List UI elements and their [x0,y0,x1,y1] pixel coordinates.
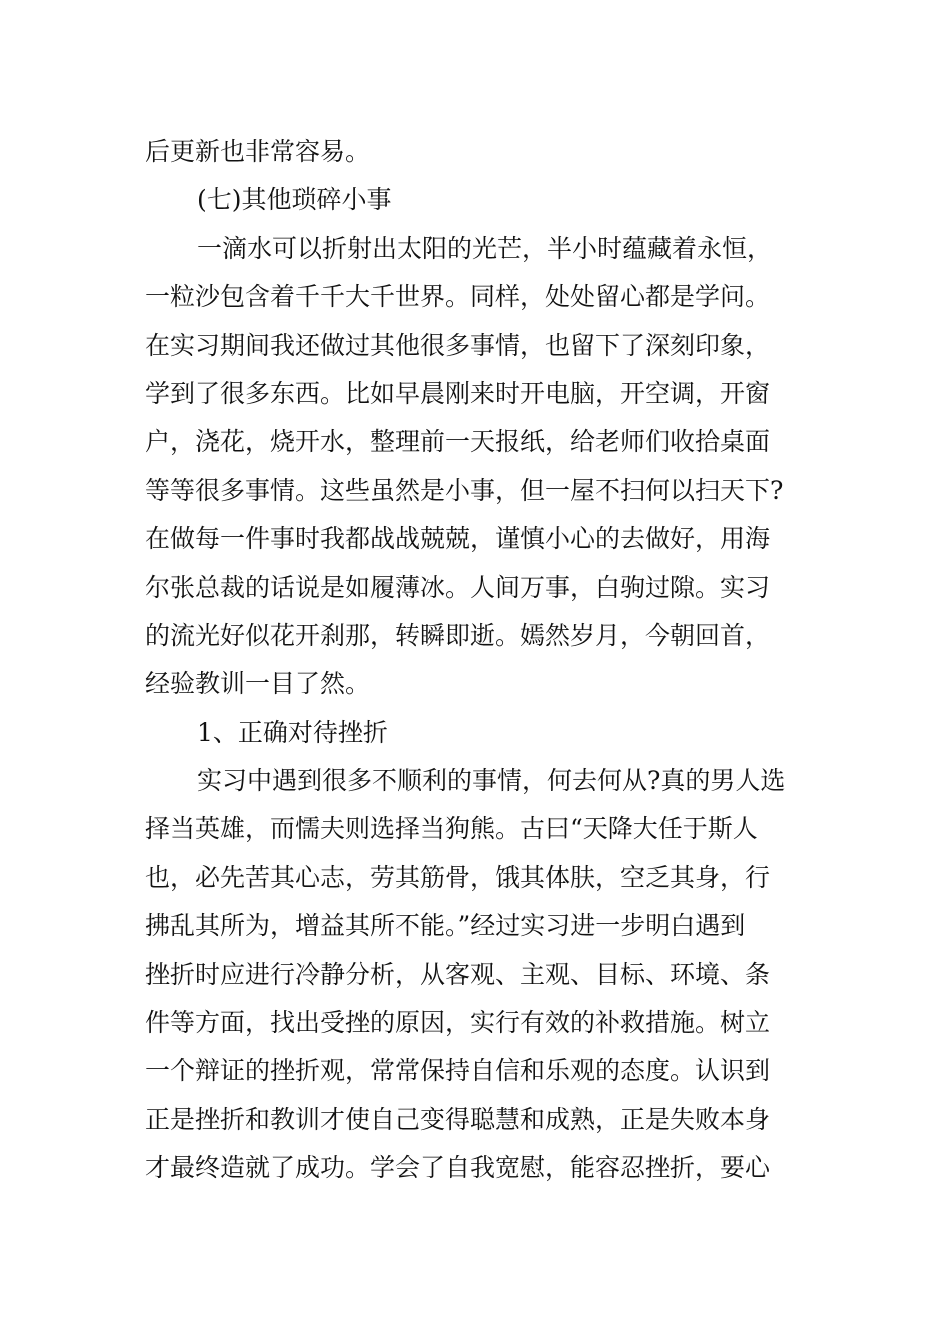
text-line: 的流光好似花开刹那，转瞬即逝。嫣然岁月，今朝回首， [145,620,771,650]
text-line: 挫折时应进行冷静分析，从客观、主观、目标、环境、条 [145,959,771,989]
text-line: 一粒沙包含着千千大千世界。同样，处处留心都是学问。 [145,282,771,312]
text-line: 在做每一件事时我都战战兢兢，谨慎小心的去做好，用海 [145,524,771,554]
text-line: 经验教训一目了然。 [145,669,371,699]
text-line: 等等很多事情。这些虽然是小事，但一屋不扫何以扫天下? [145,475,784,505]
document-body [145,128,810,1193]
text-line: 尔张总裁的话说是如履薄冰。人间万事，白驹过隙。实习 [145,572,771,602]
text-line: 后更新也非常容易。 [145,137,371,166]
text-line: 择当英雄，而懦夫则选择当狗熊。古曰“天降大任于斯人 [145,814,758,844]
text-line: 才最终造就了成功。学会了自我宽慰，能容忍挫折，要心 [145,1153,771,1183]
subsection-heading: 1、正确对待挫折 [197,717,388,747]
text-line: 正是挫折和教训才使自己变得聪慧和成熟，正是失败本身 [145,1104,771,1134]
text-line: 拂乱其所为，增益其所不能。”经过实习进一步明白遇到 [145,911,746,941]
text-line: 在实习期间我还做过其他很多事情，也留下了深刻印象， [145,330,771,360]
text-line: 学到了很多东西。比如早晨刚来时开电脑，开空调，开窗 [145,378,771,408]
text-line: 一滴水可以折射出太阳的光芒，半小时蕴藏着永恒， [197,233,773,263]
text-line: 户，浇花，烧开水，整理前一天报纸，给老师们收拾桌面 [145,427,771,457]
text-line: 一个辩证的挫折观，常常保持自信和乐观的态度。认识到 [145,1056,771,1086]
text-line: 件等方面，找出受挫的原因，实行有效的补救措施。树立 [145,1008,771,1038]
section-heading: (七)其他琐碎小事 [197,185,392,215]
text-line: 也，必先苦其心志，劳其筋骨，饿其体肤，空乏其身，行 [145,862,771,892]
text-line: 实习中遇到很多不顺利的事情，何去何从?真的男人选 [197,766,786,796]
